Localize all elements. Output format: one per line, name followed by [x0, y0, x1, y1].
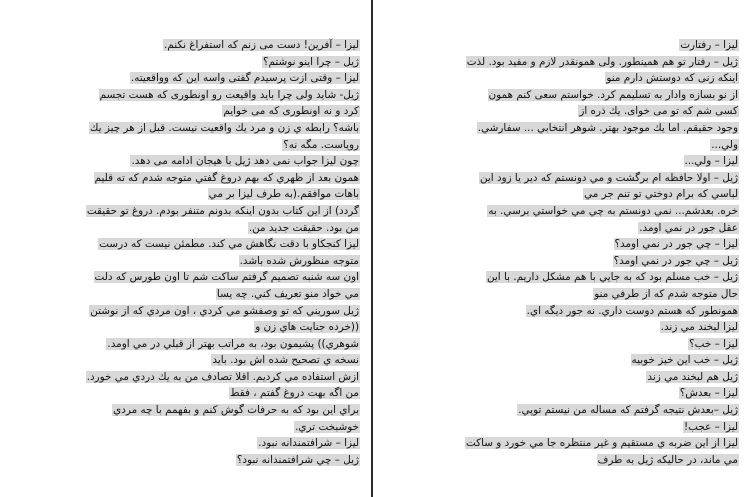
text-line	[60, 419, 360, 436]
highlighted-text: ژيل هم لبخند مي زند	[647, 370, 738, 383]
text-line	[60, 137, 360, 154]
highlighted-text: اون سه شنبه تصميم گرفتم ساكت شم تا اون طورس كه دلت	[94, 271, 359, 284]
text-line	[419, 103, 739, 120]
highlighted-text: باهات موافقم.(به طرف ليزا بر مي	[208, 188, 359, 201]
highlighted-text: لیزا – آفرین! دست می زنم که استفراغ نکنم.	[164, 39, 359, 51]
text-line	[60, 70, 360, 87]
highlighted-text: خوشبخت تري.	[295, 420, 359, 433]
left-page-text	[60, 37, 360, 468]
highlighted-text: ليزا – چي جور در نمي اومد؟	[614, 238, 738, 251]
highlighted-text: ليزا – شرافتمندانه نبود.	[258, 437, 359, 450]
text-line	[419, 269, 739, 286]
highlighted-text: ژیل – چرا اینو نوشتم؟	[262, 55, 359, 68]
highlighted-text: ((خرده جنايت هاي زن و	[255, 321, 359, 334]
highlighted-text: چون لیزا جواب نمی دهد ژیل با هیجان ادامه می دهد.	[131, 155, 359, 168]
text-line	[60, 220, 360, 237]
text-line	[60, 336, 360, 353]
text-line	[419, 220, 739, 237]
highlighted-text: ژيل – چي جور در نمي اومد؟	[613, 254, 738, 267]
highlighted-text: ليزا – خب؟	[689, 337, 738, 350]
highlighted-text: ولي...	[711, 138, 738, 151]
text-line	[419, 319, 739, 336]
highlighted-text: براي اين بود كه به حرفات گوش كنم و بفهمم با چه مردي	[113, 404, 359, 417]
text-line	[60, 269, 360, 286]
highlighted-text: ليزا از اين ضربه ي مستقيم و غير منتظره جا مي خورد و ساكت	[465, 437, 738, 450]
text-line	[60, 402, 360, 419]
highlighted-text: من اگه بهت دروغ گفتم ، فقط	[229, 387, 359, 400]
highlighted-text: ژيل – خب اين خيز خوبيه	[631, 354, 738, 367]
text-line	[419, 236, 739, 253]
highlighted-text: گردد) از اين كتاب بدون اينكه بدونم متنفر بودم. دروغ تو حقيقت	[86, 204, 359, 217]
highlighted-text: همونطور كه هستم دوست داري. نه جور ديگه اي.	[526, 304, 738, 317]
text-line	[419, 303, 739, 320]
text-line	[60, 54, 360, 71]
text-line	[60, 186, 360, 203]
text-line	[60, 352, 360, 369]
highlighted-text: ژیل – رفتار تو هم همینطور. ولی همونقدر لازم و مفید بود. لذت	[466, 55, 738, 68]
text-line	[60, 385, 360, 402]
highlighted-text: مي خواد منو تعريف كني. چه يسا	[216, 287, 359, 300]
highlighted-text: نسخه ي تصحيح شده اش بود. بايد	[212, 354, 359, 367]
text-line	[419, 137, 739, 154]
highlighted-text: خره. بعدشم... نمي دونستم به چي مي خواستي برسي. به	[488, 204, 738, 217]
text-line	[419, 54, 739, 71]
text-line	[419, 402, 739, 419]
text-line	[419, 37, 739, 54]
text-line	[419, 452, 739, 469]
highlighted-text: ليزا كنجكاو با دقت نگاهش مي كند. مطمئن نيست كه درست	[99, 238, 359, 251]
page-divider	[371, 0, 373, 497]
text-line	[60, 369, 360, 386]
text-line	[419, 352, 739, 369]
highlighted-text: ژيل – خب مسلم بود كه به جايي با هم مشكل داريم. با اين	[486, 271, 738, 284]
text-line	[419, 170, 739, 187]
text-line	[419, 419, 739, 436]
highlighted-text: ليزا – ولي...	[684, 155, 738, 168]
text-line	[60, 103, 360, 120]
highlighted-text: لیزا – رفتارت	[680, 39, 738, 51]
highlighted-text: لباسي كه برام دوختي تو تنم جر مي	[584, 188, 738, 201]
highlighted-text: شوهري)) پشيمون بود، به مراتب بهتر از قبلي در مي اومد.	[107, 337, 359, 350]
highlighted-text: لیزا – وقتی ازت پرسیدم گفتی واسه این که وواقعیته.	[130, 72, 359, 85]
highlighted-text: مي ماند، در حاليكه ژيل به طرف	[597, 453, 738, 466]
text-line	[60, 253, 360, 270]
text-line	[419, 286, 739, 303]
highlighted-text: کرد و نه اونطوری که می خوایم	[223, 105, 359, 118]
highlighted-text: وجود حقيقم. اما يك موجود بهتر. شوهر انتخابي ... سفارشي.	[477, 121, 738, 134]
page-gutter	[368, 0, 376, 497]
text-line	[60, 236, 360, 253]
highlighted-text: ازش استفاده مي كرديم. اقلا تصادف من به يك دردي مي خورد.	[86, 370, 359, 383]
text-line	[419, 435, 739, 452]
text-line	[419, 153, 739, 170]
highlighted-text: ژيل – اولا حافظه ام برگشت و مي دونستم كه دير يا زود اين	[479, 171, 738, 184]
highlighted-text: من بود. حقيقت جديد من.	[248, 221, 359, 234]
text-line	[419, 186, 739, 203]
text-line	[60, 319, 360, 336]
highlighted-text: کسی شم که تو می خوای. يك ذره از	[579, 105, 738, 118]
text-line	[60, 153, 360, 170]
text-line	[60, 37, 360, 54]
text-line	[419, 369, 739, 386]
highlighted-text: ليزا – بعدش؟	[679, 387, 738, 400]
text-line	[419, 385, 739, 402]
text-line	[60, 286, 360, 303]
text-line	[60, 203, 360, 220]
right-page-text	[419, 37, 739, 468]
highlighted-text: از نو بسازه وادار به تسلیمم کرد. خواستم سعی کنم همون	[488, 88, 738, 101]
text-line	[419, 203, 739, 220]
highlighted-text: ژيل سوريني كه تو وصفشو مي كردي ، اون مردي كه از نوشتن	[90, 304, 359, 317]
highlighted-text: ژیل- شاید ولی چرا باید واقیعت رو اونطوری که هست تجسم	[99, 88, 359, 101]
highlighted-text: ژيل – چي شرافتمندانه نبود؟	[236, 453, 359, 466]
text-line	[60, 120, 360, 137]
highlighted-text: حال متوجه شدم كه از طرفي منو	[594, 287, 738, 300]
text-line	[60, 87, 360, 104]
highlighted-text: روياست. مگه نه؟	[283, 138, 359, 151]
highlighted-text: باشه؟ رابطه ي زن و مرد يك واقعيت نيست. قبل از هر چيز يك	[89, 121, 359, 134]
text-line	[419, 336, 739, 353]
text-line	[419, 253, 739, 270]
text-line	[60, 303, 360, 320]
right-page	[376, 0, 751, 497]
text-line	[60, 170, 360, 187]
text-line	[60, 435, 360, 452]
highlighted-text: عقل جور در نمي اومد.	[639, 221, 738, 234]
highlighted-text: متوجه منظورش شده باشد.	[239, 254, 359, 267]
highlighted-text: ژيل –بعدش نتيجه گرفتم كه مساله من نيستم توپي.	[518, 404, 738, 417]
text-line	[419, 120, 739, 137]
text-line	[60, 452, 360, 469]
left-page	[0, 0, 368, 497]
text-line	[419, 70, 739, 87]
highlighted-text: اینکه زنی که دوستش دارم منو	[606, 72, 738, 85]
highlighted-text: ليزا – عجب!	[684, 420, 738, 433]
text-line	[419, 87, 739, 104]
highlighted-text: همون بعد از ظهري كه بهم دروغ گفتي متوجه شدم كه ته قليم	[94, 171, 359, 184]
highlighted-text: ليزا لبخند مي زند.	[660, 321, 738, 334]
